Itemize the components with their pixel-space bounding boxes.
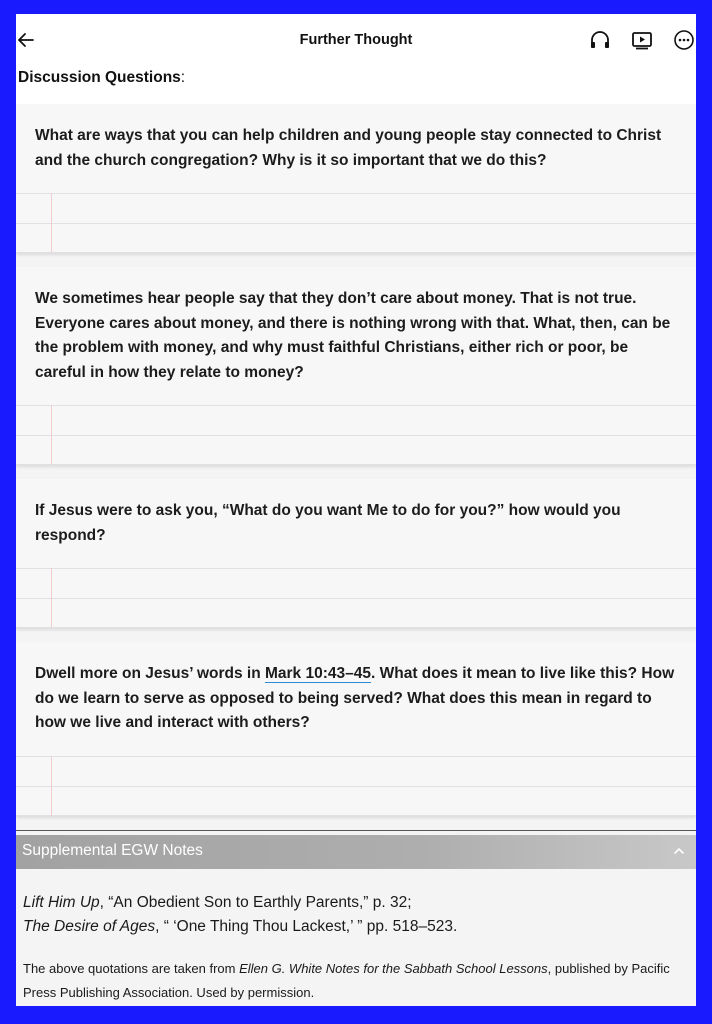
egw-reference	[23, 891, 688, 915]
supplemental-notes-body	[16, 869, 696, 1005]
question-text: We sometimes hear people say that they don’t care about money. That is not true. Everyone cares about money, and there is nothing wrong with that. What, then, can be the problem with money, and why must faithful Christians, either rich or poor, be careful in how they relate to money?	[35, 290, 671, 381]
question-card	[16, 267, 696, 465]
reference-detail: , “An Obedient Son to Earthly Parents,” p. 32;	[99, 893, 412, 911]
answer-area[interactable]	[16, 405, 696, 465]
question-card	[16, 104, 696, 253]
header-actions	[588, 28, 696, 52]
play-video-icon[interactable]	[630, 28, 654, 52]
book-title: Lift Him Up	[23, 893, 100, 911]
question-text	[16, 642, 696, 756]
notice-text: , published by Pacific Press Publishing Association. Used by permission.	[23, 960, 670, 1000]
app-screen	[16, 14, 696, 1006]
question-list	[16, 104, 696, 816]
bible-reference-link[interactable]: Mark 10:43–45	[264, 665, 371, 682]
question-text: What are ways that you can help children and young people stay connected to Christ and the church congregation? Why is it so important that we do this?	[35, 127, 662, 169]
page-title: Further Thought	[299, 32, 413, 48]
question-text-part: Dwell more on Jesus’ words in	[35, 665, 265, 682]
question-text-part: . What does it mean to live like this? How do we learn to serve as opposed to being served? What does this mean in regard to how we live and interact with others?	[35, 665, 675, 731]
headphones-icon[interactable]	[588, 28, 612, 52]
egw-reference	[23, 915, 688, 939]
permission-notice	[23, 957, 688, 1005]
section-divider	[16, 830, 696, 831]
top-nav-bar	[16, 14, 696, 66]
discussion-heading	[16, 66, 696, 104]
reference-detail: , “ ‘One Thing Thou Lackest,’ ” pp. 518–523.	[155, 917, 458, 935]
discussion-heading-colon: :	[180, 69, 186, 86]
question-text: If Jesus were to ask you, “What do you want Me to do for you?” how would you respond?	[35, 502, 621, 544]
book-title: The Desire of Ages	[23, 917, 156, 935]
answer-area[interactable]	[16, 193, 696, 253]
supplemental-notes-title: Supplemental EGW Notes	[22, 841, 203, 859]
notice-text: The above quotations are taken from	[23, 960, 240, 976]
question-card	[16, 479, 696, 628]
supplemental-notes-header[interactable]	[16, 835, 696, 869]
discussion-heading-text: Discussion Questions	[18, 69, 181, 86]
answer-area[interactable]	[16, 568, 696, 628]
egw-references	[23, 891, 688, 939]
chevron-up-icon[interactable]	[672, 844, 686, 858]
answer-area[interactable]	[16, 756, 696, 816]
more-options-icon[interactable]	[672, 28, 696, 52]
notice-book-title: Ellen G. White Notes for the Sabbath School Lessons	[239, 960, 548, 976]
question-card	[16, 642, 696, 816]
